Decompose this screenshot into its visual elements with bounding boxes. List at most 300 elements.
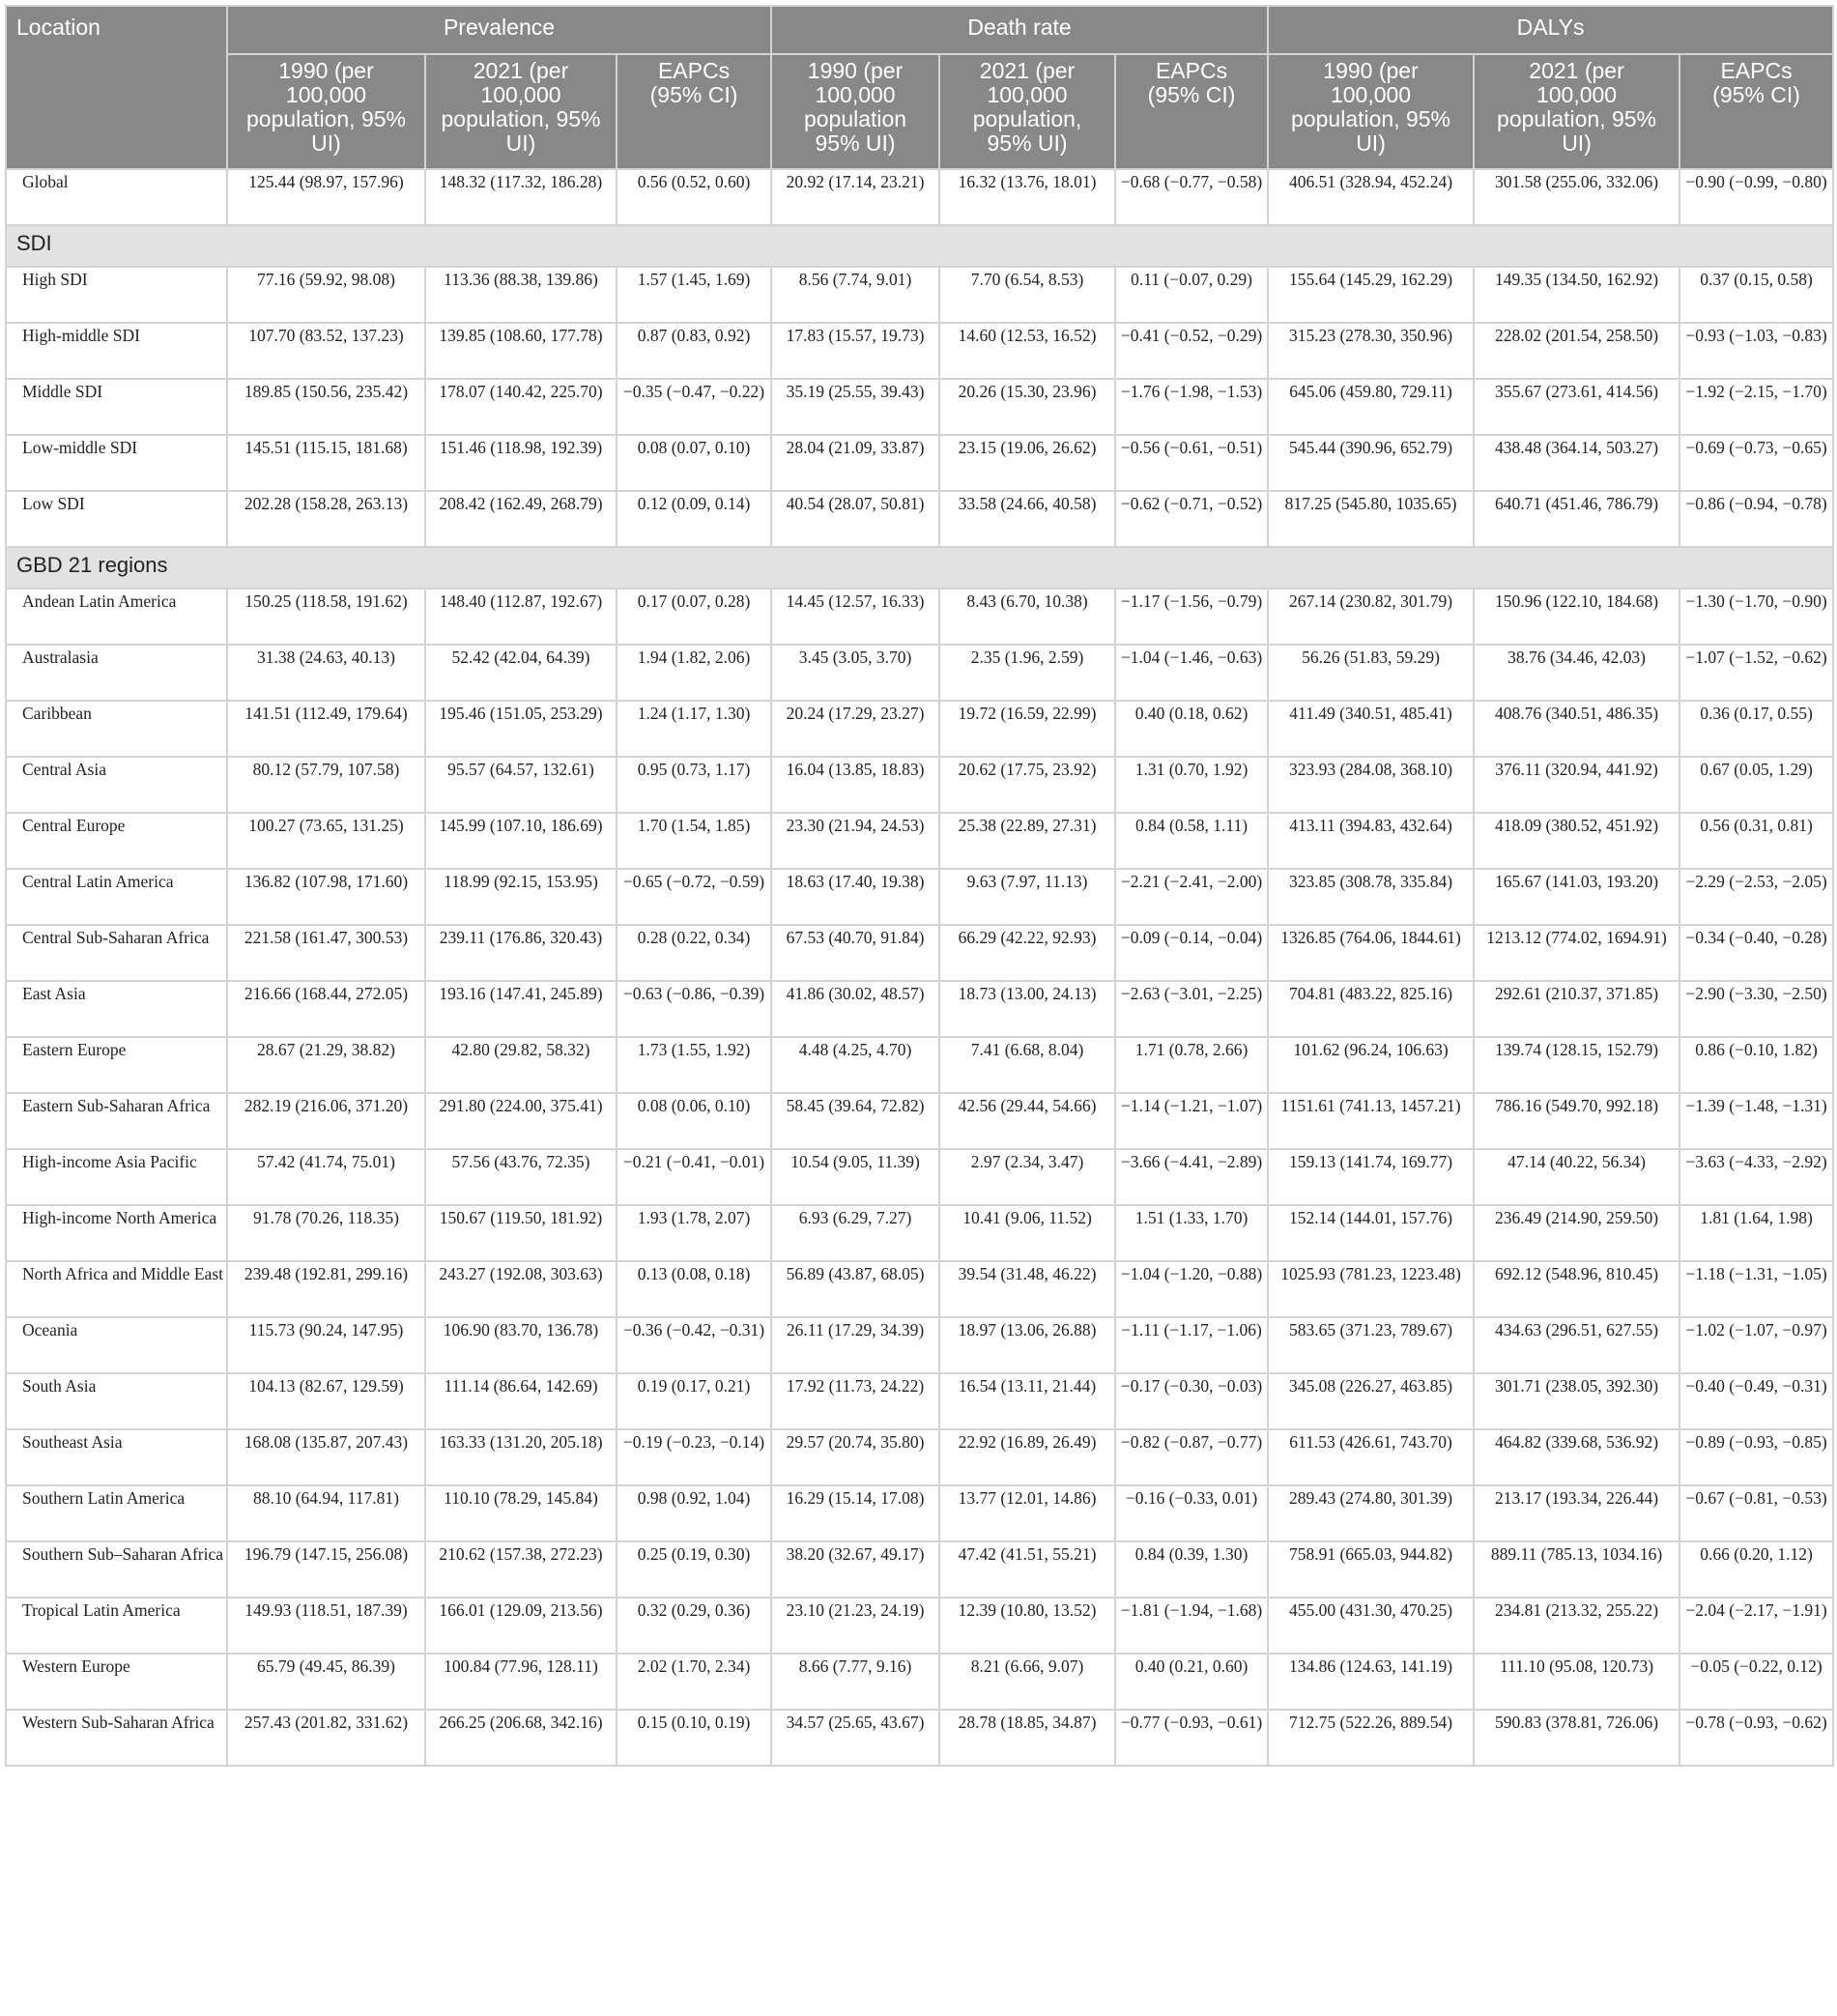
dalys-2021-header: 2021 (per 100,000 population, 95% UI) — [1474, 54, 1679, 169]
value-cell: 57.42 (41.74, 75.01) — [227, 1149, 425, 1205]
value-cell: 166.01 (129.09, 213.56) — [425, 1598, 617, 1654]
value-cell: 9.63 (7.97, 11.13) — [939, 869, 1115, 925]
death-rate-header: Death rate — [771, 6, 1268, 54]
value-cell: −0.89 (−0.93, −0.85) — [1679, 1429, 1833, 1485]
value-cell: 65.79 (49.45, 86.39) — [227, 1654, 425, 1710]
value-cell: −0.16 (−0.33, 0.01) — [1115, 1485, 1268, 1541]
value-cell: 1.31 (0.70, 1.92) — [1115, 757, 1268, 813]
value-cell: 39.54 (31.48, 46.22) — [939, 1261, 1115, 1317]
value-cell: 56.89 (43.87, 68.05) — [771, 1261, 939, 1317]
value-cell: 149.93 (118.51, 187.39) — [227, 1598, 425, 1654]
prevalence-2021-header: 2021 (per 100,000 population, 95% UI) — [425, 54, 617, 169]
location-cell: Southeast Asia — [6, 1429, 227, 1485]
value-cell: 0.36 (0.17, 0.55) — [1679, 701, 1833, 757]
location-cell: Low-middle SDI — [6, 435, 227, 491]
value-cell: 0.86 (−0.10, 1.82) — [1679, 1037, 1833, 1093]
value-cell: 148.40 (112.87, 192.67) — [425, 589, 617, 645]
value-cell: 159.13 (141.74, 169.77) — [1268, 1149, 1474, 1205]
value-cell: 0.37 (0.15, 0.58) — [1679, 267, 1833, 323]
table-row — [6, 435, 1833, 491]
value-cell: 111.10 (95.08, 120.73) — [1474, 1654, 1679, 1710]
value-cell: 315.23 (278.30, 350.96) — [1268, 323, 1474, 379]
value-cell: 10.41 (9.06, 11.52) — [939, 1205, 1115, 1261]
table-row — [6, 757, 1833, 813]
dalys-eapc-header: EAPCs (95% CI) — [1679, 54, 1833, 169]
value-cell: 583.65 (371.23, 789.67) — [1268, 1317, 1474, 1373]
value-cell: 17.83 (15.57, 19.73) — [771, 323, 939, 379]
value-cell: 100.84 (77.96, 128.11) — [425, 1654, 617, 1710]
table-body — [6, 169, 1833, 1766]
value-cell: 221.58 (161.47, 300.53) — [227, 925, 425, 981]
value-cell: 257.43 (201.82, 331.62) — [227, 1710, 425, 1766]
value-cell: 889.11 (785.13, 1034.16) — [1474, 1541, 1679, 1598]
value-cell: 107.70 (83.52, 137.23) — [227, 323, 425, 379]
value-cell: 3.45 (3.05, 3.70) — [771, 645, 939, 701]
value-cell: 239.11 (176.86, 320.43) — [425, 925, 617, 981]
value-cell: 118.99 (92.15, 153.95) — [425, 869, 617, 925]
value-cell: 7.41 (6.68, 8.04) — [939, 1037, 1115, 1093]
value-cell: 692.12 (548.96, 810.45) — [1474, 1261, 1679, 1317]
value-cell: 134.86 (124.63, 141.19) — [1268, 1654, 1474, 1710]
death-eapc-header: EAPCs (95% CI) — [1115, 54, 1268, 169]
value-cell: 52.42 (42.04, 64.39) — [425, 645, 617, 701]
location-cell: Oceania — [6, 1317, 227, 1373]
value-cell: 16.04 (13.85, 18.83) — [771, 757, 939, 813]
value-cell: 786.16 (549.70, 992.18) — [1474, 1093, 1679, 1149]
location-cell: Western Europe — [6, 1654, 227, 1710]
value-cell: 113.36 (88.38, 139.86) — [425, 267, 617, 323]
prevalence-1990-header: 1990 (per 100,000 population, 95% UI) — [227, 54, 425, 169]
value-cell: 0.56 (0.52, 0.60) — [617, 169, 771, 225]
value-cell: 91.78 (70.26, 118.35) — [227, 1205, 425, 1261]
value-cell: 80.12 (57.79, 107.58) — [227, 757, 425, 813]
value-cell: 0.08 (0.07, 0.10) — [617, 435, 771, 491]
value-cell: 28.67 (21.29, 38.82) — [227, 1037, 425, 1093]
value-cell: 33.58 (24.66, 40.58) — [939, 491, 1115, 547]
value-cell: 16.54 (13.11, 21.44) — [939, 1373, 1115, 1429]
location-cell: Central Latin America — [6, 869, 227, 925]
value-cell: 2.35 (1.96, 2.59) — [939, 645, 1115, 701]
value-cell: 712.75 (522.26, 889.54) — [1268, 1710, 1474, 1766]
value-cell: 148.32 (117.32, 186.28) — [425, 169, 617, 225]
value-cell: 31.38 (24.63, 40.13) — [227, 645, 425, 701]
table-row — [6, 169, 1833, 225]
value-cell: 40.54 (28.07, 50.81) — [771, 491, 939, 547]
value-cell: 145.99 (107.10, 186.69) — [425, 813, 617, 869]
location-cell: Eastern Europe — [6, 1037, 227, 1093]
data-table — [5, 5, 1834, 1767]
location-cell: Central Asia — [6, 757, 227, 813]
value-cell: 234.81 (213.32, 255.22) — [1474, 1598, 1679, 1654]
value-cell: 0.25 (0.19, 0.30) — [617, 1541, 771, 1598]
value-cell: 7.70 (6.54, 8.53) — [939, 267, 1115, 323]
value-cell: −0.63 (−0.86, −0.39) — [617, 981, 771, 1037]
value-cell: 0.32 (0.29, 0.36) — [617, 1598, 771, 1654]
value-cell: 0.66 (0.20, 1.12) — [1679, 1541, 1833, 1598]
value-cell: −1.81 (−1.94, −1.68) — [1115, 1598, 1268, 1654]
table-row — [6, 1541, 1833, 1598]
table-row — [6, 1037, 1833, 1093]
value-cell: 345.08 (226.27, 463.85) — [1268, 1373, 1474, 1429]
location-cell: Central Sub-Saharan Africa — [6, 925, 227, 981]
value-cell: 16.32 (13.76, 18.01) — [939, 169, 1115, 225]
value-cell: 0.67 (0.05, 1.29) — [1679, 757, 1833, 813]
table-row — [6, 1205, 1833, 1261]
location-cell: Global — [6, 169, 227, 225]
value-cell: 165.67 (141.03, 193.20) — [1474, 869, 1679, 925]
value-cell: 19.72 (16.59, 22.99) — [939, 701, 1115, 757]
value-cell: 101.62 (96.24, 106.63) — [1268, 1037, 1474, 1093]
table-row — [6, 1654, 1833, 1710]
value-cell: −1.02 (−1.07, −0.97) — [1679, 1317, 1833, 1373]
value-cell: −0.77 (−0.93, −0.61) — [1115, 1710, 1268, 1766]
location-cell: Caribbean — [6, 701, 227, 757]
value-cell: −2.63 (−3.01, −2.25) — [1115, 981, 1268, 1037]
value-cell: 0.19 (0.17, 0.21) — [617, 1373, 771, 1429]
value-cell: 817.25 (545.80, 1035.65) — [1268, 491, 1474, 547]
value-cell: 8.56 (7.74, 9.01) — [771, 267, 939, 323]
header-group-row — [6, 6, 1833, 54]
value-cell: 0.12 (0.09, 0.14) — [617, 491, 771, 547]
value-cell: 77.16 (59.92, 98.08) — [227, 267, 425, 323]
value-cell: −0.41 (−0.52, −0.29) — [1115, 323, 1268, 379]
value-cell: −0.19 (−0.23, −0.14) — [617, 1429, 771, 1485]
value-cell: 23.15 (19.06, 26.62) — [939, 435, 1115, 491]
value-cell: −1.11 (−1.17, −1.06) — [1115, 1317, 1268, 1373]
value-cell: 0.40 (0.21, 0.60) — [1115, 1654, 1268, 1710]
table-row — [6, 589, 1833, 645]
value-cell: 100.27 (73.65, 131.25) — [227, 813, 425, 869]
value-cell: −2.90 (−3.30, −2.50) — [1679, 981, 1833, 1037]
value-cell: 41.86 (30.02, 48.57) — [771, 981, 939, 1037]
value-cell: 266.25 (206.68, 342.16) — [425, 1710, 617, 1766]
dalys-header: DALYs — [1268, 6, 1833, 54]
value-cell: 0.13 (0.08, 0.18) — [617, 1261, 771, 1317]
value-cell: −0.67 (−0.81, −0.53) — [1679, 1485, 1833, 1541]
value-cell: 545.44 (390.96, 652.79) — [1268, 435, 1474, 491]
value-cell: 1.73 (1.55, 1.92) — [617, 1037, 771, 1093]
location-cell: Southern Sub–Saharan Africa — [6, 1541, 227, 1598]
value-cell: 1.94 (1.82, 2.06) — [617, 645, 771, 701]
value-cell: 216.66 (168.44, 272.05) — [227, 981, 425, 1037]
dalys-1990-header: 1990 (per 100,000 population, 95% UI) — [1268, 54, 1474, 169]
value-cell: 193.16 (147.41, 245.89) — [425, 981, 617, 1037]
value-cell: −0.93 (−1.03, −0.83) — [1679, 323, 1833, 379]
table-row — [6, 1429, 1833, 1485]
value-cell: 282.19 (216.06, 371.20) — [227, 1093, 425, 1149]
location-cell: Andean Latin America — [6, 589, 227, 645]
value-cell: 1.57 (1.45, 1.69) — [617, 267, 771, 323]
table-row — [6, 701, 1833, 757]
value-cell: 66.29 (42.22, 92.93) — [939, 925, 1115, 981]
value-cell: 208.42 (162.49, 268.79) — [425, 491, 617, 547]
value-cell: 125.44 (98.97, 157.96) — [227, 169, 425, 225]
value-cell: 236.49 (214.90, 259.50) — [1474, 1205, 1679, 1261]
value-cell: 20.62 (17.75, 23.92) — [939, 757, 1115, 813]
value-cell: 34.57 (25.65, 43.67) — [771, 1710, 939, 1766]
value-cell: 14.60 (12.53, 16.52) — [939, 323, 1115, 379]
value-cell: −0.78 (−0.93, −0.62) — [1679, 1710, 1833, 1766]
location-cell: Western Sub-Saharan Africa — [6, 1710, 227, 1766]
section-row — [6, 547, 1833, 589]
value-cell: 104.13 (82.67, 129.59) — [227, 1373, 425, 1429]
value-cell: 150.67 (119.50, 181.92) — [425, 1205, 617, 1261]
value-cell: 291.80 (224.00, 375.41) — [425, 1093, 617, 1149]
table-row — [6, 1317, 1833, 1373]
value-cell: 20.92 (17.14, 23.21) — [771, 169, 939, 225]
value-cell: −0.90 (−0.99, −0.80) — [1679, 169, 1833, 225]
value-cell: 10.54 (9.05, 11.39) — [771, 1149, 939, 1205]
value-cell: 22.92 (16.89, 26.49) — [939, 1429, 1115, 1485]
value-cell: 464.82 (339.68, 536.92) — [1474, 1429, 1679, 1485]
value-cell: 301.58 (255.06, 332.06) — [1474, 169, 1679, 225]
value-cell: 25.38 (22.89, 27.31) — [939, 813, 1115, 869]
value-cell: 189.85 (150.56, 235.42) — [227, 379, 425, 435]
location-cell: Australasia — [6, 645, 227, 701]
value-cell: 0.15 (0.10, 0.19) — [617, 1710, 771, 1766]
value-cell: 136.82 (107.98, 171.60) — [227, 869, 425, 925]
section-label: GBD 21 regions — [6, 547, 1833, 589]
prevalence-eapc-header: EAPCs (95% CI) — [617, 54, 771, 169]
value-cell: 67.53 (40.70, 91.84) — [771, 925, 939, 981]
location-cell: South Asia — [6, 1373, 227, 1429]
value-cell: 1.81 (1.64, 1.98) — [1679, 1205, 1833, 1261]
table-row — [6, 1373, 1833, 1429]
location-cell: High SDI — [6, 267, 227, 323]
value-cell: 149.35 (134.50, 162.92) — [1474, 267, 1679, 323]
location-cell: North Africa and Middle East — [6, 1261, 227, 1317]
value-cell: 141.51 (112.49, 179.64) — [227, 701, 425, 757]
value-cell: −0.09 (−0.14, −0.04) — [1115, 925, 1268, 981]
value-cell: 289.43 (274.80, 301.39) — [1268, 1485, 1474, 1541]
value-cell: 1151.61 (741.13, 1457.21) — [1268, 1093, 1474, 1149]
table-row — [6, 1710, 1833, 1766]
value-cell: 0.56 (0.31, 0.81) — [1679, 813, 1833, 869]
location-cell: Southern Latin America — [6, 1485, 227, 1541]
value-cell: 406.51 (328.94, 452.24) — [1268, 169, 1474, 225]
value-cell: 0.84 (0.58, 1.11) — [1115, 813, 1268, 869]
section-label: SDI — [6, 225, 1833, 267]
value-cell: 150.25 (118.58, 191.62) — [227, 589, 425, 645]
value-cell: 17.92 (11.73, 24.22) — [771, 1373, 939, 1429]
value-cell: 152.14 (144.01, 157.76) — [1268, 1205, 1474, 1261]
value-cell: −2.21 (−2.41, −2.00) — [1115, 869, 1268, 925]
value-cell: 1025.93 (781.23, 1223.48) — [1268, 1261, 1474, 1317]
value-cell: −1.18 (−1.31, −1.05) — [1679, 1261, 1833, 1317]
location-header: Location — [6, 6, 227, 169]
value-cell: −1.17 (−1.56, −0.79) — [1115, 589, 1268, 645]
value-cell: 110.10 (78.29, 145.84) — [425, 1485, 617, 1541]
value-cell: 14.45 (12.57, 16.33) — [771, 589, 939, 645]
value-cell: 0.98 (0.92, 1.04) — [617, 1485, 771, 1541]
value-cell: 413.11 (394.83, 432.64) — [1268, 813, 1474, 869]
value-cell: 18.73 (13.00, 24.13) — [939, 981, 1115, 1037]
value-cell: 145.51 (115.15, 181.68) — [227, 435, 425, 491]
value-cell: 38.76 (34.46, 42.03) — [1474, 645, 1679, 701]
value-cell: 640.71 (451.46, 786.79) — [1474, 491, 1679, 547]
value-cell: 455.00 (431.30, 470.25) — [1268, 1598, 1474, 1654]
table-row — [6, 1261, 1833, 1317]
value-cell: 434.63 (296.51, 627.55) — [1474, 1317, 1679, 1373]
value-cell: 645.06 (459.80, 729.11) — [1268, 379, 1474, 435]
location-cell: Eastern Sub-Saharan Africa — [6, 1093, 227, 1149]
value-cell: 0.11 (−0.07, 0.29) — [1115, 267, 1268, 323]
value-cell: 1.71 (0.78, 2.66) — [1115, 1037, 1268, 1093]
location-cell: Tropical Latin America — [6, 1598, 227, 1654]
value-cell: 196.79 (147.15, 256.08) — [227, 1541, 425, 1598]
value-cell: 111.14 (86.64, 142.69) — [425, 1373, 617, 1429]
value-cell: −2.29 (−2.53, −2.05) — [1679, 869, 1833, 925]
value-cell: 239.48 (192.81, 299.16) — [227, 1261, 425, 1317]
value-cell: −0.05 (−0.22, 0.12) — [1679, 1654, 1833, 1710]
value-cell: 13.77 (12.01, 14.86) — [939, 1485, 1115, 1541]
value-cell: 611.53 (426.61, 743.70) — [1268, 1429, 1474, 1485]
table-row — [6, 645, 1833, 701]
prevalence-header: Prevalence — [227, 6, 771, 54]
value-cell: 26.11 (17.29, 34.39) — [771, 1317, 939, 1373]
value-cell: 758.91 (665.03, 944.82) — [1268, 1541, 1474, 1598]
value-cell: 0.28 (0.22, 0.34) — [617, 925, 771, 981]
location-cell: High-income Asia Pacific — [6, 1149, 227, 1205]
value-cell: 168.08 (135.87, 207.43) — [227, 1429, 425, 1485]
value-cell: 151.46 (118.98, 192.39) — [425, 435, 617, 491]
value-cell: 8.66 (7.77, 9.16) — [771, 1654, 939, 1710]
table-row — [6, 267, 1833, 323]
value-cell: −0.69 (−0.73, −0.65) — [1679, 435, 1833, 491]
value-cell: 18.63 (17.40, 19.38) — [771, 869, 939, 925]
value-cell: 58.45 (39.64, 72.82) — [771, 1093, 939, 1149]
location-cell: East Asia — [6, 981, 227, 1037]
value-cell: 0.87 (0.83, 0.92) — [617, 323, 771, 379]
value-cell: 20.24 (17.29, 23.27) — [771, 701, 939, 757]
value-cell: 267.14 (230.82, 301.79) — [1268, 589, 1474, 645]
header-sub-row — [6, 54, 1833, 169]
value-cell: 23.10 (21.23, 24.19) — [771, 1598, 939, 1654]
value-cell: −1.92 (−2.15, −1.70) — [1679, 379, 1833, 435]
table-row — [6, 813, 1833, 869]
value-cell: −1.04 (−1.20, −0.88) — [1115, 1261, 1268, 1317]
value-cell: 202.28 (158.28, 263.13) — [227, 491, 425, 547]
table-row — [6, 925, 1833, 981]
table-row — [6, 1093, 1833, 1149]
table-row — [6, 1485, 1833, 1541]
value-cell: 115.73 (90.24, 147.95) — [227, 1317, 425, 1373]
value-cell: 28.78 (18.85, 34.87) — [939, 1710, 1115, 1766]
value-cell: 23.30 (21.94, 24.53) — [771, 813, 939, 869]
value-cell: 8.43 (6.70, 10.38) — [939, 589, 1115, 645]
value-cell: 418.09 (380.52, 451.92) — [1474, 813, 1679, 869]
value-cell: 150.96 (122.10, 184.68) — [1474, 589, 1679, 645]
value-cell: 355.67 (273.61, 414.56) — [1474, 379, 1679, 435]
location-cell: High-income North America — [6, 1205, 227, 1261]
value-cell: 56.26 (51.83, 59.29) — [1268, 645, 1474, 701]
value-cell: 210.62 (157.38, 272.23) — [425, 1541, 617, 1598]
value-cell: 35.19 (25.55, 39.43) — [771, 379, 939, 435]
value-cell: 139.85 (108.60, 177.78) — [425, 323, 617, 379]
value-cell: −1.30 (−1.70, −0.90) — [1679, 589, 1833, 645]
location-cell: Middle SDI — [6, 379, 227, 435]
value-cell: 28.04 (21.09, 33.87) — [771, 435, 939, 491]
value-cell: 1.93 (1.78, 2.07) — [617, 1205, 771, 1261]
value-cell: 12.39 (10.80, 13.52) — [939, 1598, 1115, 1654]
value-cell: 88.10 (64.94, 117.81) — [227, 1485, 425, 1541]
value-cell: −1.76 (−1.98, −1.53) — [1115, 379, 1268, 435]
location-cell: Low SDI — [6, 491, 227, 547]
value-cell: 0.08 (0.06, 0.10) — [617, 1093, 771, 1149]
value-cell: 1.51 (1.33, 1.70) — [1115, 1205, 1268, 1261]
value-cell: 42.56 (29.44, 54.66) — [939, 1093, 1115, 1149]
value-cell: 16.29 (15.14, 17.08) — [771, 1485, 939, 1541]
value-cell: 1.24 (1.17, 1.30) — [617, 701, 771, 757]
value-cell: 178.07 (140.42, 225.70) — [425, 379, 617, 435]
value-cell: −0.56 (−0.61, −0.51) — [1115, 435, 1268, 491]
value-cell: 29.57 (20.74, 35.80) — [771, 1429, 939, 1485]
value-cell: 376.11 (320.94, 441.92) — [1474, 757, 1679, 813]
value-cell: −0.65 (−0.72, −0.59) — [617, 869, 771, 925]
value-cell: 106.90 (83.70, 136.78) — [425, 1317, 617, 1373]
value-cell: 163.33 (131.20, 205.18) — [425, 1429, 617, 1485]
table-row — [6, 1598, 1833, 1654]
table-row — [6, 869, 1833, 925]
value-cell: 411.49 (340.51, 485.41) — [1268, 701, 1474, 757]
value-cell: 0.84 (0.39, 1.30) — [1115, 1541, 1268, 1598]
value-cell: 408.76 (340.51, 486.35) — [1474, 701, 1679, 757]
value-cell: −0.82 (−0.87, −0.77) — [1115, 1429, 1268, 1485]
value-cell: 0.40 (0.18, 0.62) — [1115, 701, 1268, 757]
value-cell: 47.42 (41.51, 55.21) — [939, 1541, 1115, 1598]
value-cell: 301.71 (238.05, 392.30) — [1474, 1373, 1679, 1429]
value-cell: −1.07 (−1.52, −0.62) — [1679, 645, 1833, 701]
value-cell: 8.21 (6.66, 9.07) — [939, 1654, 1115, 1710]
value-cell: 438.48 (364.14, 503.27) — [1474, 435, 1679, 491]
value-cell: −3.63 (−4.33, −2.92) — [1679, 1149, 1833, 1205]
value-cell: 704.81 (483.22, 825.16) — [1268, 981, 1474, 1037]
value-cell: 42.80 (29.82, 58.32) — [425, 1037, 617, 1093]
value-cell: −0.34 (−0.40, −0.28) — [1679, 925, 1833, 981]
value-cell: −1.14 (−1.21, −1.07) — [1115, 1093, 1268, 1149]
value-cell: 4.48 (4.25, 4.70) — [771, 1037, 939, 1093]
value-cell: −2.04 (−2.17, −1.91) — [1679, 1598, 1833, 1654]
value-cell: 2.02 (1.70, 2.34) — [617, 1654, 771, 1710]
value-cell: 0.95 (0.73, 1.17) — [617, 757, 771, 813]
value-cell: −3.66 (−4.41, −2.89) — [1115, 1149, 1268, 1205]
value-cell: 213.17 (193.34, 226.44) — [1474, 1485, 1679, 1541]
location-cell: Central Europe — [6, 813, 227, 869]
value-cell: −1.04 (−1.46, −0.63) — [1115, 645, 1268, 701]
section-row — [6, 225, 1833, 267]
value-cell: 195.46 (151.05, 253.29) — [425, 701, 617, 757]
location-cell: High-middle SDI — [6, 323, 227, 379]
value-cell: 323.93 (284.08, 368.10) — [1268, 757, 1474, 813]
value-cell: −0.36 (−0.42, −0.31) — [617, 1317, 771, 1373]
value-cell: −0.40 (−0.49, −0.31) — [1679, 1373, 1833, 1429]
value-cell: −0.17 (−0.30, −0.03) — [1115, 1373, 1268, 1429]
value-cell: 1.70 (1.54, 1.85) — [617, 813, 771, 869]
value-cell: −0.86 (−0.94, −0.78) — [1679, 491, 1833, 547]
value-cell: 38.20 (32.67, 49.17) — [771, 1541, 939, 1598]
value-cell: 18.97 (13.06, 26.88) — [939, 1317, 1115, 1373]
value-cell: −0.35 (−0.47, −0.22) — [617, 379, 771, 435]
value-cell: 1213.12 (774.02, 1694.91) — [1474, 925, 1679, 981]
table-row — [6, 1149, 1833, 1205]
value-cell: 323.85 (308.78, 335.84) — [1268, 869, 1474, 925]
value-cell: 1326.85 (764.06, 1844.61) — [1268, 925, 1474, 981]
value-cell: 139.74 (128.15, 152.79) — [1474, 1037, 1679, 1093]
value-cell: −0.68 (−0.77, −0.58) — [1115, 169, 1268, 225]
value-cell: 2.97 (2.34, 3.47) — [939, 1149, 1115, 1205]
value-cell: 20.26 (15.30, 23.96) — [939, 379, 1115, 435]
value-cell: 228.02 (201.54, 258.50) — [1474, 323, 1679, 379]
